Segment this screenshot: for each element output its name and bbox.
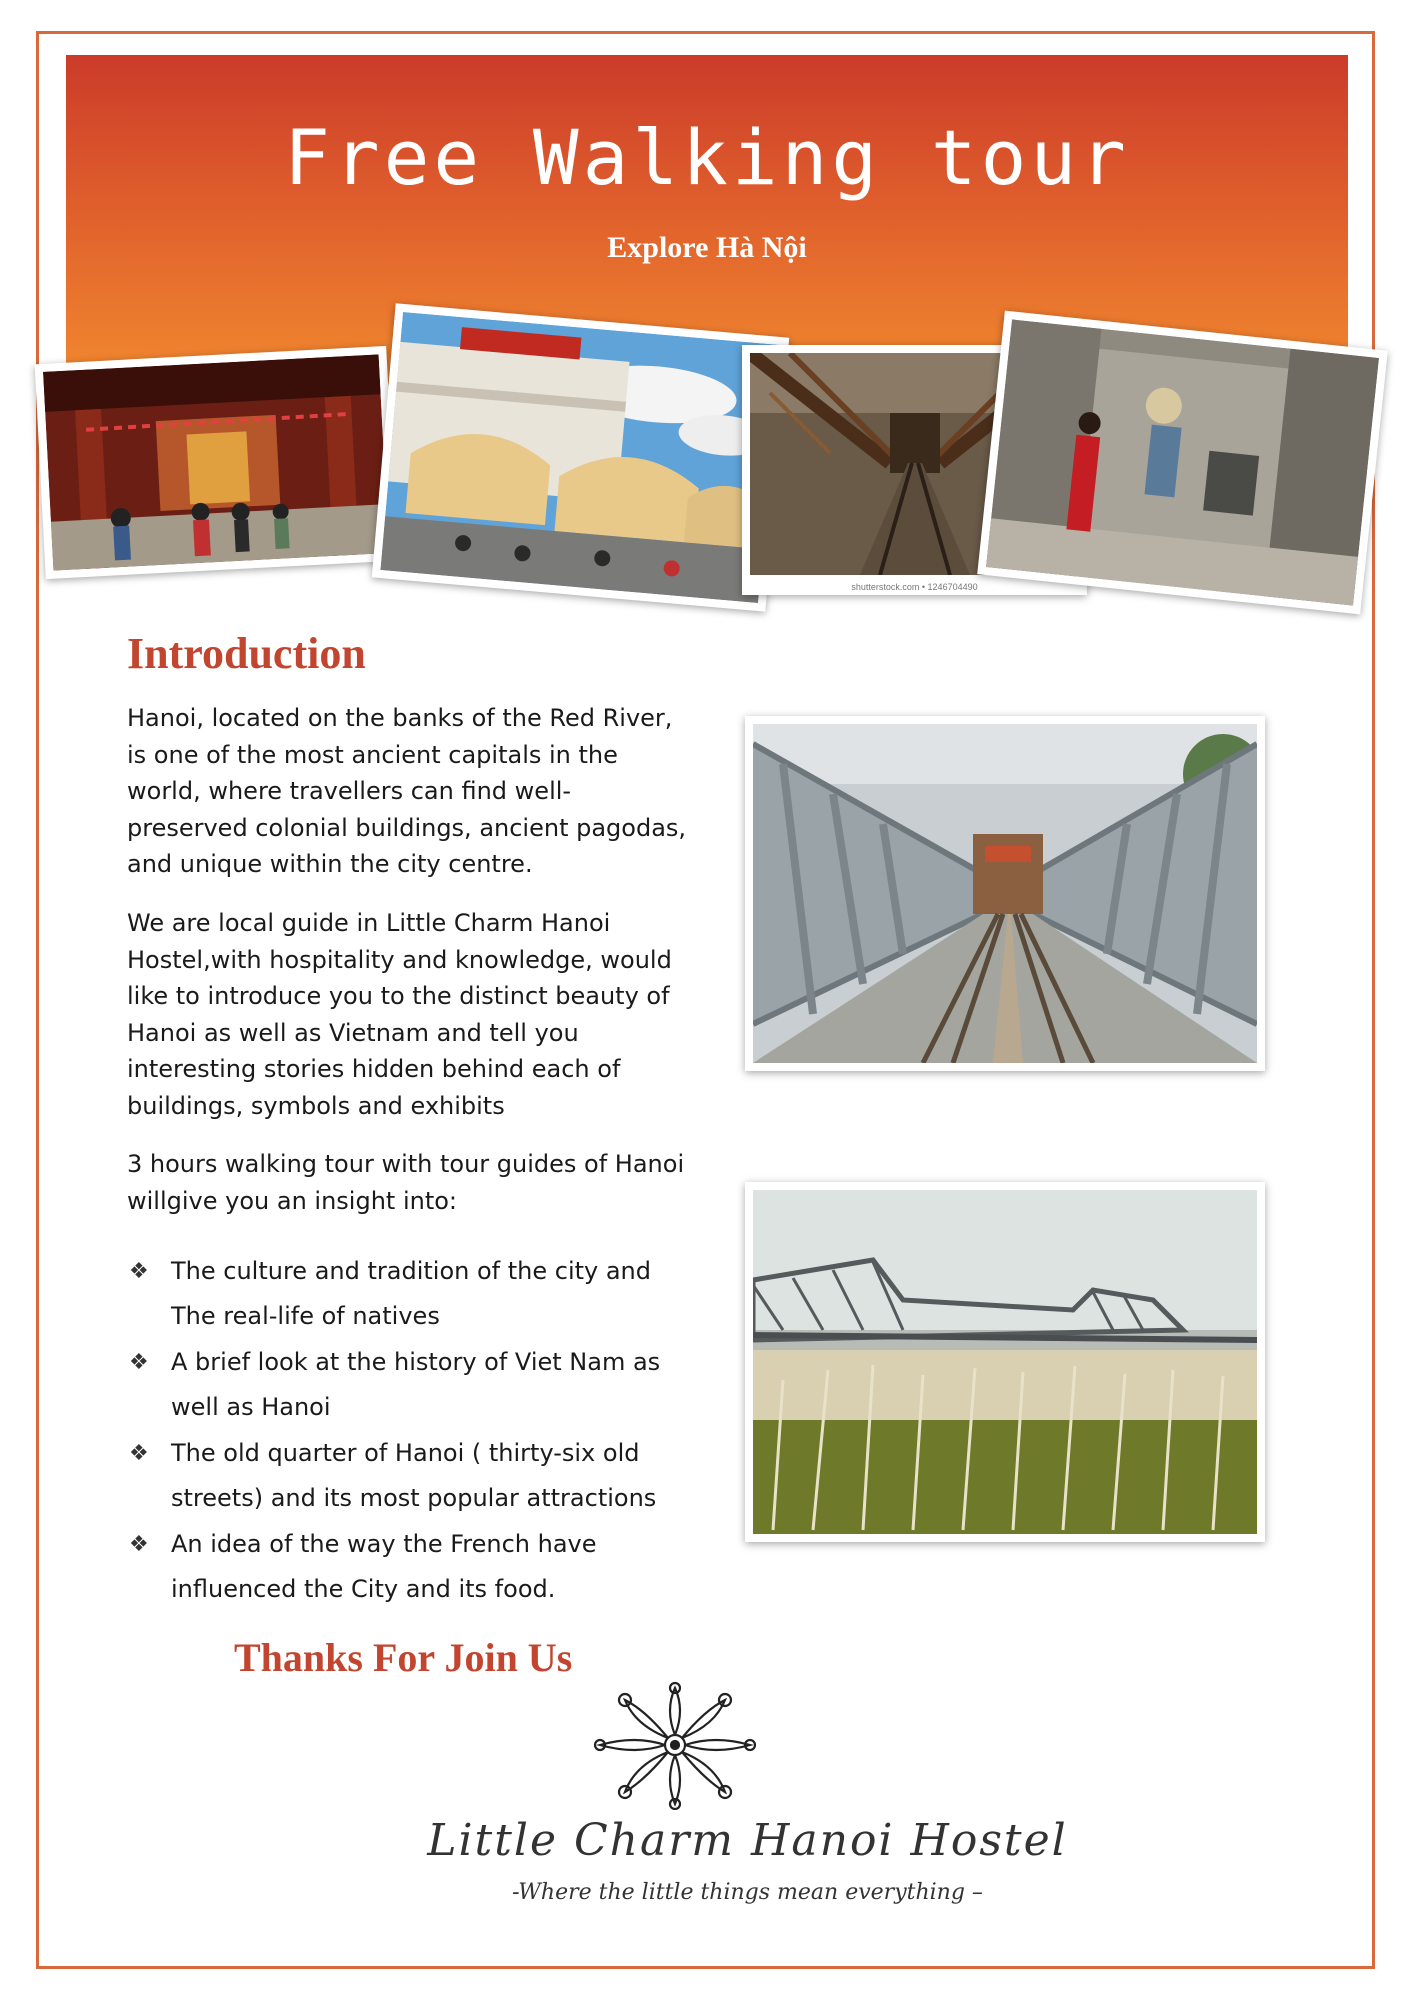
photo-bridge-over-reeds: [745, 1182, 1265, 1542]
list-item: ❖ The culture and tradition of the city and The real-life of natives: [127, 1249, 687, 1339]
page-subtitle: Explore Hà Nội: [607, 231, 807, 264]
diamond-bullet-icon: ❖: [129, 1259, 149, 1284]
diamond-bullet-icon: ❖: [129, 1350, 149, 1375]
hostel-tagline: -Where the little things mean everything –: [512, 1880, 983, 1905]
intro-paragraph-3: 3 hours walking tour with tour guides of Hanoi willgive you an insight into:: [127, 1150, 685, 1215]
intro-paragraph-2: We are local guide in Little Charm Hanoi Hostel,with hospitality and knowledge, would like to introduce you to the distinct beauty of Hanoi as well as Vietnam and tell you interesting stories hidden behind each of buildings, symbols and exhibits: [127, 909, 672, 1120]
photo-temple: [35, 346, 398, 579]
hostel-name: Little Charm Hanoi Hostel: [427, 1815, 1068, 1866]
photo-long-bien-bridge-deck: [745, 716, 1265, 1071]
intro-paragraph-1: Hanoi, located on the banks of the Red River, is one of the most ancient capitals in the world, where travellers can find well-preserved colonial buildings, ancient pagodas, and unique within the city centre.: [127, 704, 687, 878]
diamond-bullet-icon: ❖: [129, 1532, 149, 1557]
thanks-heading: Thanks For Join Us: [234, 1635, 573, 1680]
photo-dong-xuan-market: [372, 303, 789, 611]
list-item: ❖ An idea of the way the French have influenced the City and its food.: [127, 1522, 687, 1612]
page-title: Free Walking tour: [284, 113, 1130, 202]
flourish-logo-icon: [590, 1680, 760, 1810]
list-item: ❖ A brief look at the history of Viet Nam as well as Hanoi: [127, 1340, 687, 1430]
photo-street-mural: [977, 311, 1388, 615]
photo-caption: shutterstock.com • 1246704490: [851, 582, 978, 592]
diamond-bullet-icon: ❖: [129, 1441, 149, 1466]
list-item: ❖ The old quarter of Hanoi ( thirty-six old streets) and its most popular attractions: [127, 1431, 687, 1521]
insight-list: [127, 1249, 687, 1613]
introduction-heading: Introduction: [127, 629, 366, 678]
